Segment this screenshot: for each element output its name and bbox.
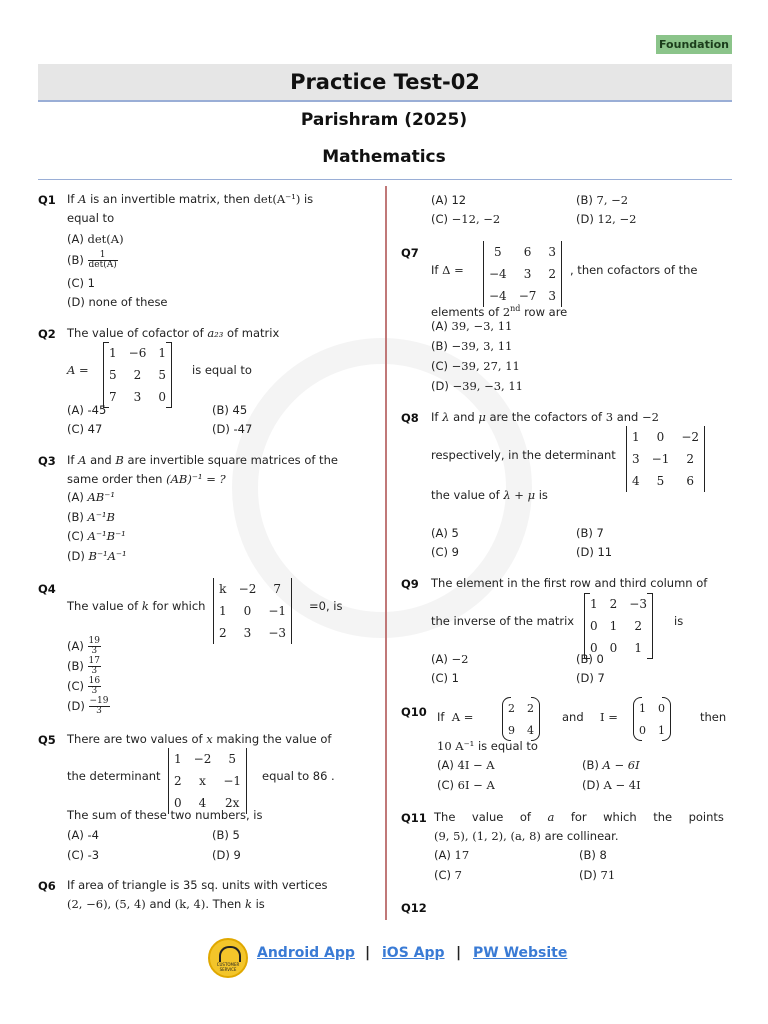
option-b[interactable]: (B) 7 — [576, 526, 604, 540]
option-d[interactable]: (D) none of these — [67, 295, 168, 309]
matrix-cell: −2 — [193, 752, 212, 766]
option-b[interactable]: (B) 0 — [576, 652, 604, 666]
option-b[interactable]: (B) A⁻¹B — [67, 510, 115, 524]
matrix-cell: 3 — [548, 289, 557, 303]
matrix-cell: 5 — [158, 368, 166, 382]
matrix-cell: 1 — [658, 723, 665, 737]
option-a[interactable]: (A) $\frac{19}{3}$ — [67, 636, 100, 656]
option-c[interactable]: (C) 1 — [431, 671, 459, 685]
matrix-cell: 1 — [634, 641, 642, 655]
question-text: The value of k for which — [67, 599, 206, 613]
option-d[interactable]: (D) 71 — [579, 868, 616, 882]
question-text-2: the inverse of the matrix — [431, 614, 575, 628]
batch-subtitle: Parishram (2025) — [300, 110, 468, 130]
footer-separator: | — [365, 945, 371, 961]
determinant — [483, 241, 562, 307]
option-a[interactable]: (A) 5 — [431, 526, 459, 540]
matrix-cell: 0 — [158, 390, 166, 404]
question-text: The value of cofactor of a₂₃ of matrix — [67, 326, 280, 340]
option-d[interactable]: (D) 11 — [576, 545, 613, 559]
option-a[interactable]: (A) 39, −3, 11 — [431, 319, 513, 333]
matrix-cell: 3 — [523, 267, 532, 281]
option-b[interactable]: (B) 7, −2 — [576, 193, 629, 207]
matrix-cell: 1 — [174, 752, 182, 766]
option-b[interactable]: (B) 8 — [579, 848, 607, 862]
question-tail: , then cofactors of the — [570, 263, 698, 277]
footer-separator: | — [456, 945, 462, 961]
option-d[interactable]: (D) A − 4I — [582, 778, 641, 792]
matrix-cell: −2 — [681, 430, 700, 444]
matrix-cell: 2 — [686, 452, 695, 466]
matrix-cell: 2 — [634, 619, 642, 633]
option-b[interactable]: (B) A − 6I — [582, 758, 640, 772]
option-c[interactable]: (C) 47 — [67, 422, 103, 436]
option-a[interactable]: (A) det(A) — [67, 232, 124, 246]
matrix-cell: 5 — [656, 474, 665, 488]
question-text-2: the determinant — [67, 769, 161, 783]
question-text: If A is an invertible matrix, then det(A⁻¹) is equal to — [67, 192, 314, 225]
determinant — [626, 426, 705, 492]
option-b[interactable]: (B) −39, 3, 11 — [431, 339, 513, 353]
matrix-cell: 2 — [548, 267, 557, 281]
matrix-cell: 4 — [632, 474, 640, 488]
option-c[interactable]: (C) $\frac{16}{3}$ — [67, 676, 101, 696]
option-d[interactable]: (D) 7 — [576, 671, 605, 685]
option-a[interactable]: (A) -4 — [67, 828, 99, 842]
customer-service-icon[interactable]: CUSTOMER SERVICE — [208, 938, 248, 978]
matrix-cell: 0 — [656, 430, 665, 444]
matrix-cell: 0 — [243, 604, 252, 618]
matrix-cell: 1 — [109, 346, 117, 360]
question-number: Q2 — [38, 327, 56, 341]
matrix-cell: 0 — [658, 701, 665, 715]
matrix-cell: 0 — [609, 641, 618, 655]
option-d[interactable]: (D) B⁻¹A⁻¹ — [67, 549, 127, 563]
question-number: Q1 — [38, 193, 56, 207]
option-d[interactable]: (D) -47 — [212, 422, 253, 436]
matrix-cell: 6 — [523, 245, 532, 259]
question-text: If λ and μ are the cofactors of 3 and −2 — [431, 410, 659, 424]
option-a[interactable]: (A) 4I − A — [437, 758, 495, 772]
identity-label: I = — [600, 710, 618, 724]
matrix-cell: 0 — [639, 723, 646, 737]
matrix-cell: 1 — [632, 430, 640, 444]
option-c[interactable]: (C) −12, −2 — [431, 212, 501, 226]
question-tail: is — [674, 614, 684, 628]
matrix-cell: −3 — [268, 626, 287, 640]
question-number: Q5 — [38, 733, 56, 747]
matrix-cell: −4 — [489, 289, 507, 303]
matrix-cell: 0 — [590, 641, 598, 655]
matrix-cell: −2 — [238, 582, 257, 596]
question-number: Q7 — [401, 246, 419, 260]
option-d[interactable]: (D) 12, −2 — [576, 212, 637, 226]
matrix-label: A = — [67, 363, 89, 377]
matrix-cell: −6 — [128, 346, 147, 360]
matrix-cell: −3 — [629, 597, 647, 611]
question-text: The value of a for which the points — [434, 810, 724, 824]
matrix-cell: 5 — [228, 752, 237, 766]
option-a[interactable]: (A) 17 — [434, 848, 470, 862]
matrix-cell: −1 — [651, 452, 670, 466]
question-text-2: respectively, in the determinant — [431, 448, 616, 462]
option-d[interactable]: (D) $\frac{-19}{3}$ — [67, 696, 109, 716]
determinant — [168, 748, 247, 814]
matrix-cell: 2 — [508, 701, 515, 715]
matrix-cell: 5 — [494, 245, 502, 259]
question-if: If A = — [437, 710, 474, 724]
subject-heading: Mathematics — [322, 147, 446, 167]
matrix-cell: 1 — [590, 597, 598, 611]
ios-app-link[interactable]: iOS App — [382, 945, 445, 961]
option-c[interactable]: (C) -3 — [67, 848, 100, 862]
matrix-cell: 4 — [527, 723, 534, 737]
matrix-cell: 1 — [609, 619, 618, 633]
matrix-cell: 3 — [133, 390, 142, 404]
option-d[interactable]: (D) −39, −3, 11 — [431, 379, 523, 393]
matrix-cell: 1 — [639, 701, 646, 715]
option-a[interactable]: (A) 12 — [431, 193, 467, 207]
matrix-cell: k — [219, 582, 227, 596]
header-divider — [38, 179, 732, 180]
determinant — [213, 578, 292, 644]
page-title: Practice Test-02 — [38, 64, 732, 102]
matrix-cell: 1 — [219, 604, 227, 618]
matrix-cell: 4 — [198, 796, 207, 810]
matrix-cell: 6 — [686, 474, 695, 488]
option-b[interactable]: (B) 5 — [212, 828, 240, 842]
matrix-cell: 2 — [219, 626, 227, 640]
option-c[interactable]: (C) 1 — [67, 276, 95, 290]
option-a[interactable]: (A) AB⁻¹ — [67, 490, 115, 504]
matrix-a — [502, 697, 540, 741]
question-number: Q10 — [401, 705, 427, 719]
question-number: Q4 — [38, 582, 56, 596]
matrix-cell: 0 — [174, 796, 182, 810]
option-d[interactable]: (D) 9 — [212, 848, 241, 862]
matrix-cell: −1 — [268, 604, 287, 618]
option-a[interactable]: (A) -45 — [67, 403, 107, 417]
matrix-cell: 7 — [273, 582, 282, 596]
matrix-a — [103, 342, 172, 408]
android-app-link[interactable]: Android App — [257, 945, 355, 961]
question-number: Q6 — [38, 879, 56, 893]
question-text-2: (9, 5), (1, 2), (a, 8) are collinear. — [434, 829, 619, 843]
question-text: There are two values of x making the value of — [67, 732, 332, 746]
question-number: Q9 — [401, 577, 419, 591]
matrix-cell: 2 — [609, 597, 618, 611]
matrix-cell: 2 — [174, 774, 182, 788]
level-badge: Foundation — [656, 35, 732, 54]
matrix-cell: −4 — [489, 267, 507, 281]
pw-website-link[interactable]: PW Website — [473, 945, 568, 961]
option-b[interactable]: (B) 45 — [212, 403, 248, 417]
identity-matrix — [633, 697, 671, 741]
matrix-cell: 9 — [508, 723, 515, 737]
matrix-cell: x — [199, 774, 206, 788]
question-text-3: The sum of these two numbers, is — [67, 808, 263, 822]
matrix-cell: 3 — [243, 626, 252, 640]
question-text-3: the value of λ + μ is — [431, 488, 548, 502]
question-if: If Δ = — [431, 263, 464, 277]
option-c[interactable]: (C) 6I − A — [437, 778, 495, 792]
option-b[interactable]: (B) $\frac{17}{3}$ — [67, 656, 100, 676]
matrix-cell: −7 — [518, 289, 537, 303]
matrix-cell: 7 — [109, 390, 117, 404]
matrix-cell: 0 — [590, 619, 598, 633]
matrix-cell: 1 — [158, 346, 166, 360]
question-tail: is equal to — [192, 363, 252, 377]
matrix — [584, 593, 653, 659]
question-and: and — [562, 710, 584, 724]
question-then: then — [700, 710, 727, 724]
question-number: Q11 — [401, 811, 427, 825]
question-text-2: elements of 2nd row are — [431, 304, 568, 319]
question-text: If A and B are invertible square matrices of the same order then (AB)⁻¹ = ? — [67, 453, 338, 486]
question-tail: =0, is — [309, 599, 343, 613]
option-c[interactable]: (C) −39, 27, 11 — [431, 359, 520, 373]
option-c[interactable]: (C) A⁻¹B⁻¹ — [67, 529, 126, 543]
option-a[interactable]: (A) −2 — [431, 652, 469, 666]
question-number-q12: Q12 — [401, 901, 427, 915]
question-text: The element in the first row and third column of — [431, 576, 708, 590]
matrix-cell: 5 — [109, 368, 117, 382]
column-divider — [385, 186, 387, 920]
option-c[interactable]: (C) 9 — [431, 545, 459, 559]
matrix-cell: 2x — [224, 796, 240, 810]
matrix-cell: 3 — [548, 245, 557, 259]
option-b[interactable]: (B) $\frac{1}{\det(A)}$ — [67, 250, 117, 270]
matrix-cell: −1 — [223, 774, 242, 788]
question-number: Q3 — [38, 454, 56, 468]
matrix-cell: 2 — [133, 368, 142, 382]
option-c[interactable]: (C) 7 — [434, 868, 462, 882]
matrix-cell: 3 — [632, 452, 640, 466]
question-text-2: 10 A⁻¹ is equal to — [437, 739, 538, 753]
question-number: Q8 — [401, 411, 419, 425]
question-text: If area of triangle is 35 sq. units with vertices (2, −6), (5, 4) and (k, 4). Then k is — [67, 878, 328, 911]
matrix-cell: 2 — [527, 701, 534, 715]
question-tail: equal to 86 . — [262, 769, 335, 783]
